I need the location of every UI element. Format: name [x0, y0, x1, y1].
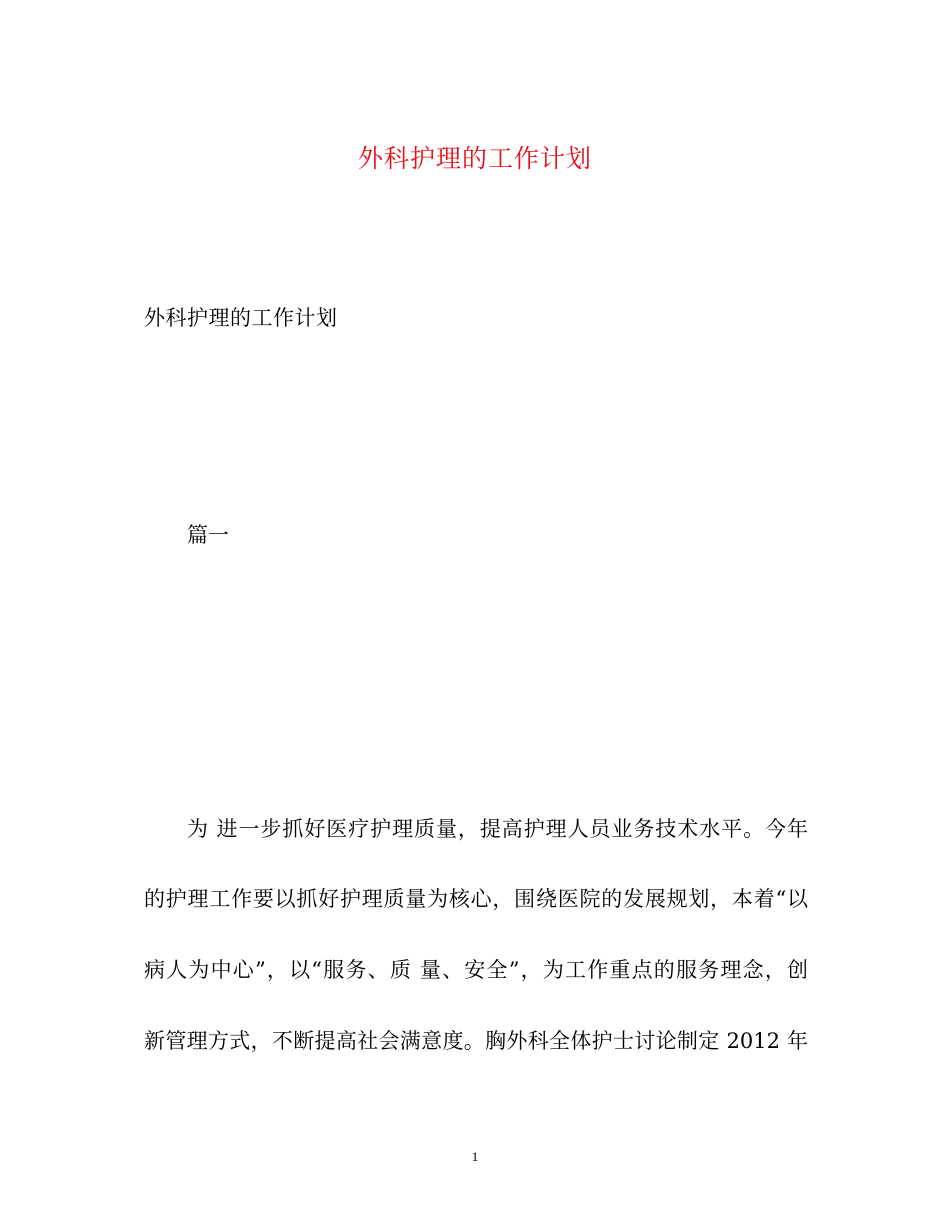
paragraph-line: 的护理工作要以抓好护理质量为核心，围绕医院的发展规划，本着“以 — [144, 887, 808, 911]
document-subtitle: 外科护理的工作计划 — [144, 306, 338, 330]
paragraph-line: 病人为中心”，以“服务、质 量、安全”，为工作重点的服务理念，创 — [144, 958, 808, 982]
page-number: 1 — [471, 1149, 479, 1164]
section-heading: 篇一 — [187, 523, 229, 547]
paragraph-line: 为 进一步抓好医疗护理质量，提高护理人员业务技术水平。今年 — [187, 817, 808, 841]
paragraph-line: 新管理方式，不断提高社会满意度。胸外科全体护士讨论制定 2012 年 — [144, 1029, 808, 1053]
document-title: 外科护理的工作计划 — [357, 144, 592, 173]
